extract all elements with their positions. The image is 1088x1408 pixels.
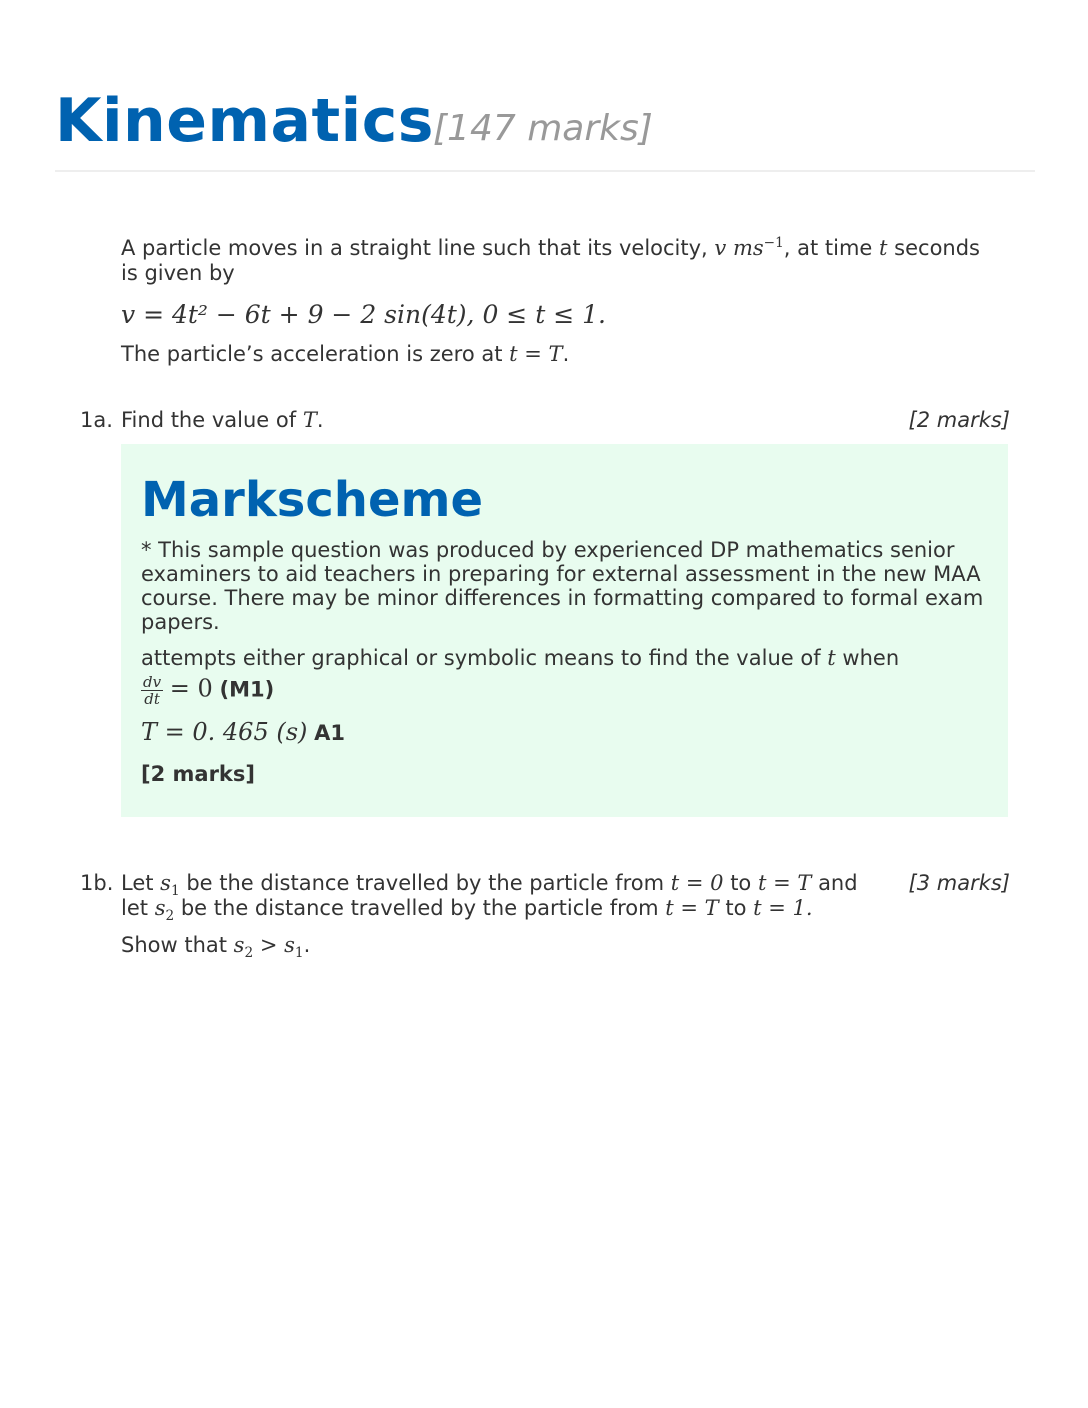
- velocity-unit: v $ms^{-1}$: [714, 235, 784, 260]
- question-number-1a: 1a.: [80, 408, 113, 432]
- markscheme-derivative: $\frac{dv}{dt}$ = 0 (M1): [143, 673, 275, 708]
- velocity-equation: v = 4t² − 6t + 9 − 2 sin(4t), 0 ≤ t ≤ 1.: [121, 300, 606, 329]
- question-1b-show: Show that $s_2 > s_1$.: [121, 933, 311, 962]
- intro-text-d: is given by: [121, 261, 235, 285]
- total-marks: [147 marks]: [433, 108, 653, 149]
- markscheme-box: [121, 444, 1008, 817]
- question-1b-text: Let $s_1$ be the distance travelled by the particle from t = 0 to t = T and let $s_2$ be the distance travelled by the particle from t = T to t = 1.: [121, 871, 858, 925]
- markscheme-total: [2 marks]: [141, 762, 255, 786]
- question-1a-marks: [2 marks]: [908, 408, 1010, 432]
- question-1a-text: Find the value of T.: [121, 408, 324, 432]
- markscheme-step-1: attempts either graphical or symbolic means to find the value of t when: [141, 646, 900, 670]
- markscheme-title: Markscheme: [141, 472, 484, 528]
- mark-m1: (M1): [219, 677, 275, 702]
- markscheme-note: * This sample question was produced by experienced DP mathematics senior examiners to aid teachers in preparing for external assessment in the new MAA course. There may be minor differences in formatting compared to formal exam papers.: [141, 538, 984, 634]
- intro-text-a: A particle moves in a straight line such that its velocity,: [121, 236, 708, 260]
- mark-a1: A1: [314, 721, 345, 745]
- intro-text-b: , at time: [783, 236, 873, 260]
- intro-text-c: seconds: [894, 236, 980, 260]
- page-title: Kinematics: [55, 86, 435, 156]
- question-number-1b: 1b.: [80, 871, 114, 895]
- markscheme-step-2: T = 0. 465 (s) A1: [141, 718, 345, 746]
- intro-paragraph: [121, 236, 1011, 286]
- intro-t: t: [879, 236, 888, 260]
- acceleration-statement: The particle’s acceleration is zero at t = T.: [121, 342, 570, 366]
- derivative-fraction: $\frac{dv}{dt}$: [143, 673, 162, 708]
- title-bar: [55, 86, 1035, 172]
- question-1b-marks: [3 marks]: [908, 871, 1010, 895]
